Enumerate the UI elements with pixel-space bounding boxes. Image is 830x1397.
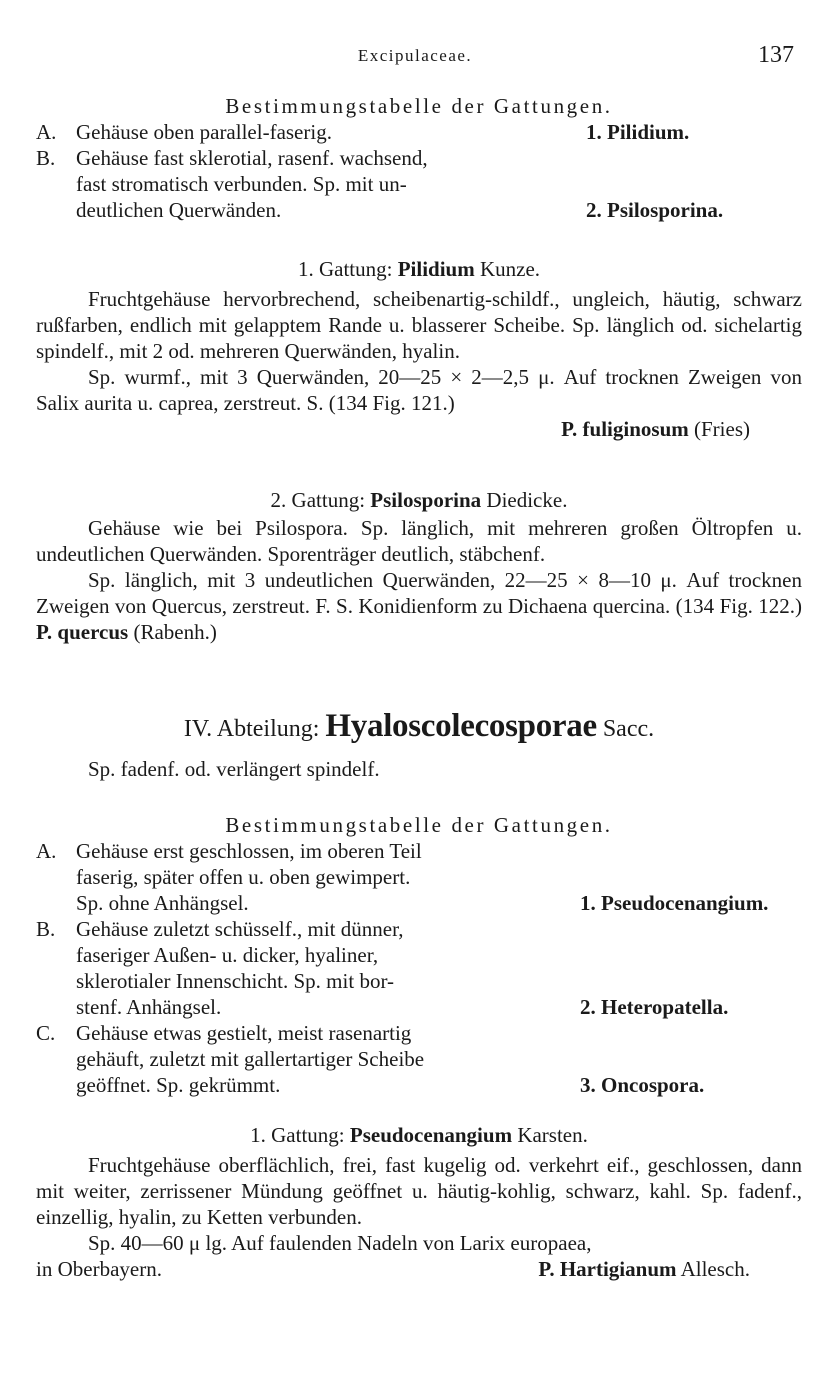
key-desc-line: Gehäuse oben parallel-faserig. bbox=[76, 120, 332, 144]
genus-description: Fruchtgehäuse hervorbrechend, scheibenartig-schildf., ungleich, häutig, schwarz rußfarben, endlich mit gelapptem Rande u. blasserer Scheibe. Sp. länglich od. sichelartig spindelf., mit 2 od. mehreren Querwänden, hyalin. bbox=[36, 287, 802, 363]
division-heading bbox=[36, 709, 802, 746]
key-desc-line: deutlichen Querwänden. bbox=[76, 198, 282, 222]
key-title: Bestimmungstabelle der Gattungen. bbox=[225, 94, 613, 118]
key-desc-line: geöffnet. Sp. gekrümmt. bbox=[76, 1073, 281, 1097]
key-result bbox=[566, 119, 723, 145]
key-row bbox=[36, 916, 768, 1020]
species-name: P. Hartigianum bbox=[538, 1257, 677, 1281]
genus-heading bbox=[36, 487, 802, 513]
key-desc bbox=[76, 1020, 566, 1098]
genus-author: Diedicke. bbox=[481, 488, 568, 512]
genus-section-psilosporina bbox=[36, 487, 802, 645]
species-author: (Fries) bbox=[688, 417, 750, 441]
key-desc-line: Gehäuse etwas gestielt, meist rasenartig bbox=[76, 1021, 412, 1045]
page-number: 137 bbox=[758, 42, 794, 68]
key-letter: B. bbox=[36, 917, 56, 941]
key-row bbox=[36, 145, 723, 223]
key-result bbox=[566, 1020, 768, 1098]
genus-name: Pilidium bbox=[397, 257, 475, 281]
key-result bbox=[566, 838, 768, 916]
key-result-genus: 1. Pilidium. bbox=[586, 120, 690, 144]
key-desc-line: faserig, später offen u. oben gewimpert. bbox=[76, 865, 411, 889]
species-line bbox=[36, 1256, 802, 1282]
key-desc bbox=[76, 838, 566, 916]
genus-description: Gehäuse wie bei Psilospora. Sp. länglich, mit mehreren großen Öltropfen u. undeutlichen Querwänden. Sporenträger deutlich, stäbchenf. bbox=[36, 516, 802, 566]
key-title: Bestimmungstabelle der Gattungen. bbox=[225, 813, 613, 837]
genus-heading bbox=[36, 1122, 802, 1148]
genus-section-pseudocenangium bbox=[36, 1122, 802, 1282]
genus-name: Pseudocenangium bbox=[349, 1123, 513, 1147]
species-name: P. quercus bbox=[36, 620, 129, 644]
species-name: P. fuliginosum bbox=[561, 417, 689, 441]
key-result-genus: 3. Oncospora. bbox=[580, 1073, 705, 1097]
species-description bbox=[36, 567, 802, 645]
key-row bbox=[36, 838, 768, 916]
key-desc-line: fast stromatisch verbunden. Sp. mit un- bbox=[76, 172, 407, 196]
key-desc-line: stenf. Anhängsel. bbox=[76, 995, 222, 1019]
key-table-1 bbox=[36, 93, 802, 223]
genus-heading-prefix: 1. Gattung: bbox=[297, 257, 398, 281]
key-desc-line: faseriger Außen- u. dicker, hyaliner, bbox=[76, 943, 379, 967]
key-desc bbox=[76, 119, 566, 145]
key-desc-line: Gehäuse zuletzt schüsself., mit dünner, bbox=[76, 917, 404, 941]
key-desc bbox=[76, 145, 566, 223]
species-author: (Rabenh.) bbox=[128, 620, 217, 644]
key-desc-line: sklerotialer Innenschicht. Sp. mit bor- bbox=[76, 969, 395, 993]
key-rows bbox=[36, 119, 723, 223]
key-result bbox=[566, 916, 768, 1020]
division-author: Sacc. bbox=[596, 716, 655, 742]
species-author: Allesch. bbox=[676, 1257, 750, 1281]
key-result-genus: 2. Psilosporina. bbox=[586, 198, 724, 222]
species-description: Sp. wurmf., mit 3 Querwänden, 20—25 × 2—2,5 μ. Auf trocknen Zweigen von Salix aurita u. caprea, zerstreut. S. (134 Fig. 121.) bbox=[36, 365, 802, 415]
key-row bbox=[36, 119, 723, 145]
key-desc-line: Gehäuse erst geschlossen, im oberen Teil bbox=[76, 839, 422, 863]
genus-heading-prefix: 2. Gattung: bbox=[270, 488, 371, 512]
division-prefix: IV. Abteilung: bbox=[183, 716, 326, 742]
division-section bbox=[36, 709, 802, 782]
key-letter: A. bbox=[36, 839, 57, 863]
key-result-genus: 2. Heteropatella. bbox=[580, 995, 729, 1019]
running-header: Excipulaceae. bbox=[357, 46, 473, 65]
species-locality: in Oberbayern. bbox=[36, 1257, 162, 1281]
key-letter: C. bbox=[36, 1021, 56, 1045]
key-desc-line: Sp. ohne Anhängsel. bbox=[76, 891, 249, 915]
key-desc bbox=[76, 916, 566, 1020]
division-name: Hyaloscolecosporae bbox=[325, 708, 597, 744]
species-line bbox=[36, 416, 802, 442]
key-table-2 bbox=[36, 812, 802, 1098]
species-label bbox=[538, 1256, 750, 1282]
genus-name: Psilosporina bbox=[370, 488, 482, 512]
key-result bbox=[566, 145, 723, 223]
genus-heading bbox=[36, 256, 802, 282]
genus-description: Fruchtgehäuse oberflächlich, frei, fast kugelig od. verkehrt eif., geschlossen, dann mit weiter, zerrissener Mündung geöffnet u. häutig-kohlig, schwarz, kahl. Sp. fadenf., einzellig, hyalin, zu Ketten verbunden. bbox=[36, 1153, 802, 1229]
genus-author: Kunze. bbox=[474, 257, 541, 281]
key-rows bbox=[36, 838, 768, 1098]
genus-author: Karsten. bbox=[512, 1123, 588, 1147]
genus-heading-prefix: 1. Gattung: bbox=[250, 1123, 350, 1147]
key-desc-line: gehäuft, zuletzt mit gallertartiger Scheibe bbox=[76, 1047, 425, 1071]
genus-section-pilidium bbox=[36, 256, 802, 442]
key-result-genus: 1. Pseudocenangium. bbox=[580, 891, 769, 915]
key-letter: B. bbox=[36, 146, 56, 170]
key-letter: A. bbox=[36, 120, 57, 144]
key-desc-line: Gehäuse fast sklerotial, rasenf. wachsend, bbox=[76, 146, 428, 170]
key-row bbox=[36, 1020, 768, 1098]
species-text: Sp. länglich, mit 3 undeutlichen Querwänden, 22—25 × 8—10 μ. Auf trocknen Zweigen von Quercus, zerstreut. F. S. Konidienform zu Dichaena quercina. (134 Fig. 122.) bbox=[36, 568, 802, 618]
species-description: Sp. 40—60 μ lg. Auf faulenden Nadeln von Larix europaea, bbox=[88, 1231, 592, 1255]
division-description: Sp. fadenf. od. verlängert spindelf. bbox=[88, 757, 380, 781]
